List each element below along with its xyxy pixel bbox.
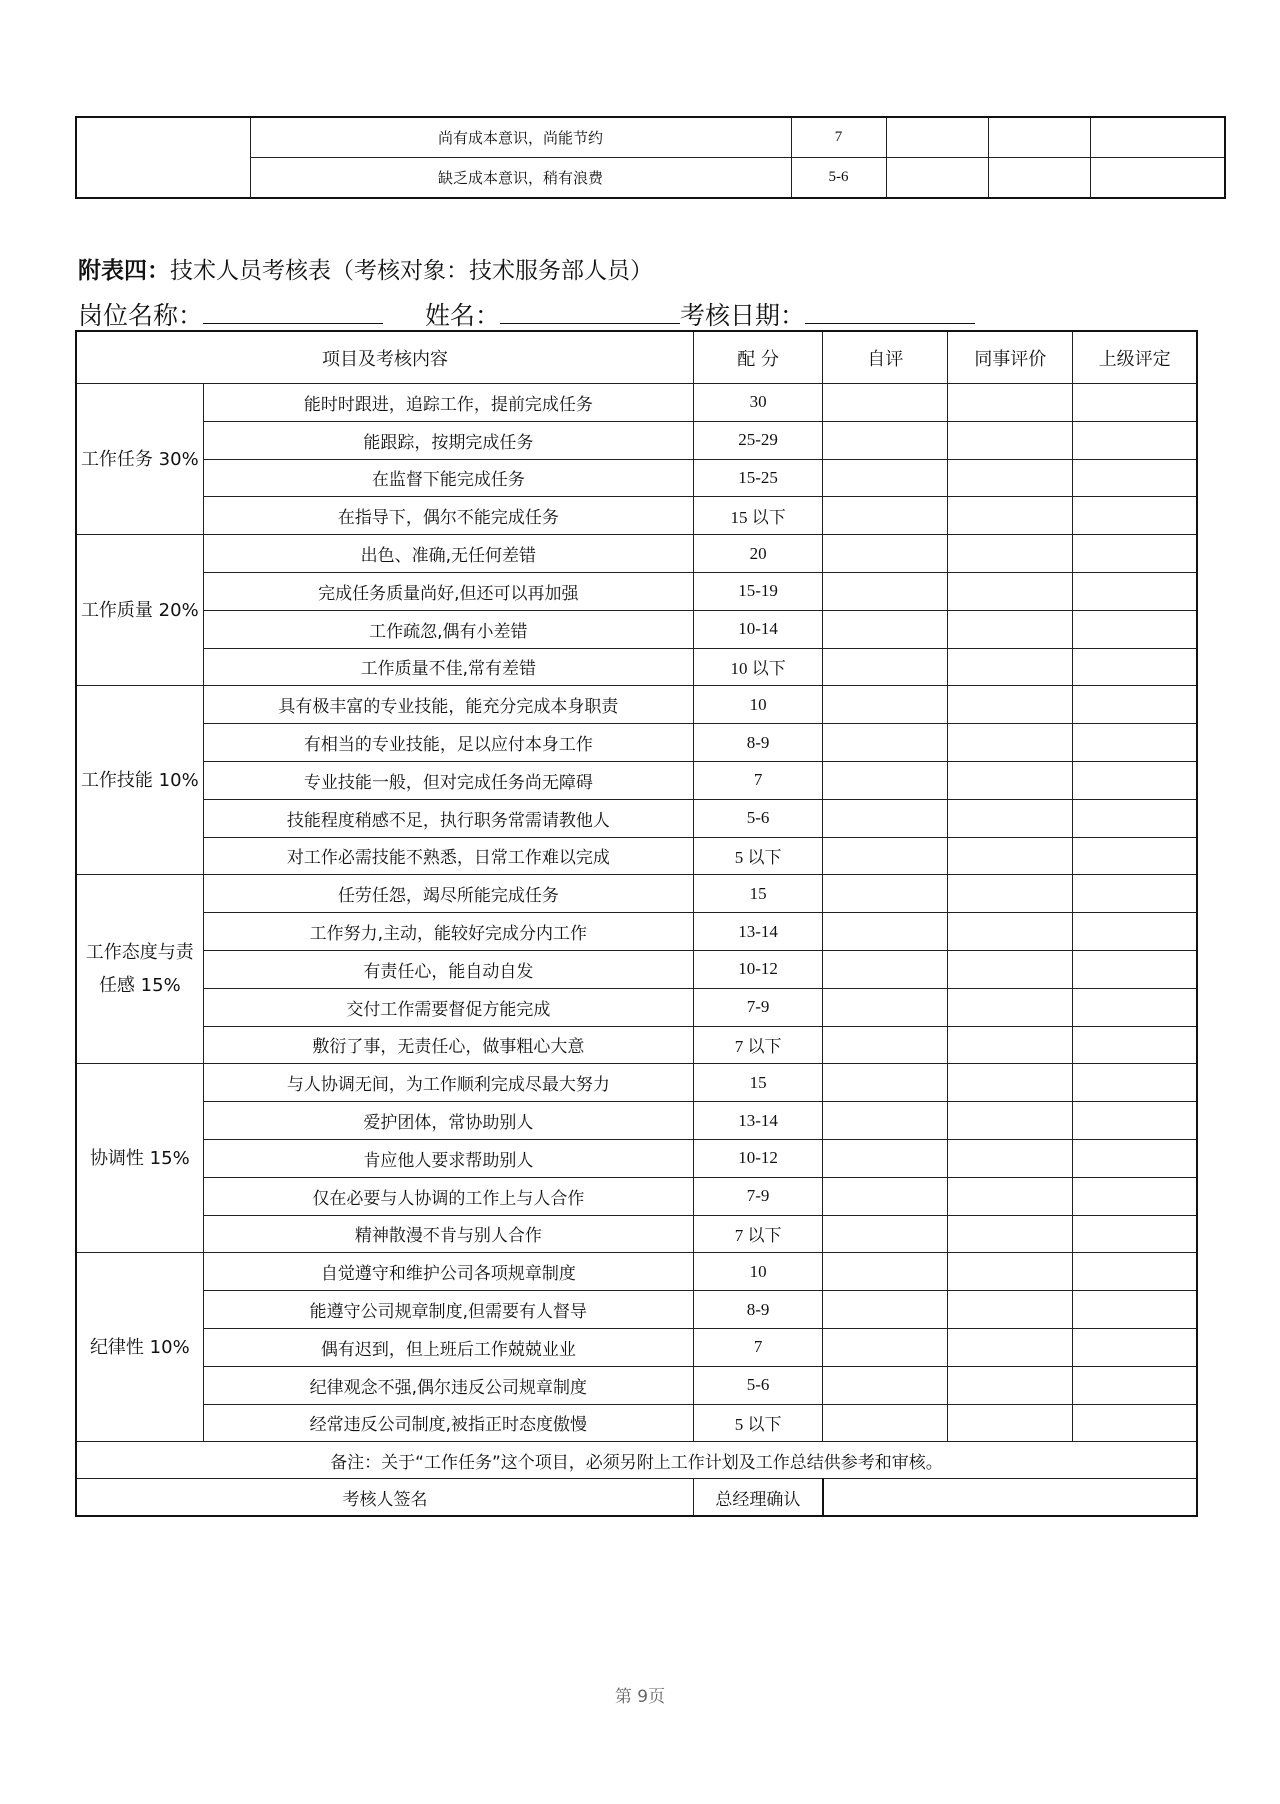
- peer-eval-cell[interactable]: [948, 610, 1073, 648]
- score-cell: 13-14: [694, 1102, 823, 1140]
- table-row: [76, 1177, 1197, 1215]
- table-row: [76, 950, 1197, 988]
- superior-eval-cell[interactable]: [1073, 913, 1197, 951]
- table-row: [76, 1139, 1197, 1177]
- table-row: [76, 875, 1197, 913]
- post-field[interactable]: [203, 299, 383, 324]
- criteria-cell: 爱护团体，常协助别人: [203, 1102, 693, 1140]
- table-row: [76, 1328, 1197, 1366]
- self-eval-cell[interactable]: [823, 1404, 948, 1442]
- table-row: [76, 686, 1197, 724]
- self-eval-cell[interactable]: [823, 724, 948, 762]
- peer-eval-cell[interactable]: [948, 1328, 1073, 1366]
- table-row: [76, 1404, 1197, 1442]
- superior-eval-cell[interactable]: [1090, 117, 1225, 158]
- score-cell: 10-14: [694, 610, 823, 648]
- self-eval-cell[interactable]: [823, 837, 948, 875]
- score-cell: 10-12: [694, 1139, 823, 1177]
- self-eval-cell[interactable]: [823, 497, 948, 535]
- criteria-cell: 经常违反公司制度,被指正时态度傲慢: [203, 1404, 693, 1442]
- superior-eval-cell[interactable]: [1073, 875, 1197, 913]
- superior-eval-cell[interactable]: [1073, 497, 1197, 535]
- form-info-line: [78, 296, 975, 332]
- self-eval-cell[interactable]: [823, 1366, 948, 1404]
- peer-eval-cell[interactable]: [948, 1253, 1073, 1291]
- score-cell: 5 以下: [694, 837, 823, 875]
- table-row: [76, 1253, 1197, 1291]
- table-row: [76, 610, 1197, 648]
- category-cell: 工作任务 30%: [76, 384, 203, 535]
- superior-eval-cell[interactable]: [1073, 1253, 1197, 1291]
- category-cell: [76, 117, 250, 198]
- table-row: [76, 799, 1197, 837]
- superior-eval-cell[interactable]: [1073, 761, 1197, 799]
- score-cell: 13-14: [694, 913, 823, 951]
- note-text: 备注：关于“工作任务”这个项目，必须另附上工作计划及工作总结供参考和审核。: [76, 1442, 1197, 1479]
- self-eval-cell[interactable]: [823, 913, 948, 951]
- superior-eval-cell[interactable]: [1073, 1366, 1197, 1404]
- superior-eval-cell[interactable]: [1073, 421, 1197, 459]
- post-label: 岗位名称：: [78, 301, 204, 330]
- criteria-cell: 尚有成本意识，尚能节约: [250, 117, 791, 158]
- section-title: [78, 252, 653, 285]
- self-eval-cell[interactable]: [886, 117, 988, 158]
- score-cell: 7-9: [694, 988, 823, 1026]
- peer-eval-cell[interactable]: [948, 1291, 1073, 1329]
- criteria-cell: 具有极丰富的专业技能，能充分完成本身职责: [203, 686, 693, 724]
- peer-eval-cell[interactable]: [948, 421, 1073, 459]
- criteria-cell: 能跟踪，按期完成任务: [203, 421, 693, 459]
- superior-eval-cell[interactable]: [1073, 988, 1197, 1026]
- criteria-cell: 与人协调无间，为工作顺利完成尽最大努力: [203, 1064, 693, 1102]
- self-eval-cell[interactable]: [823, 1253, 948, 1291]
- peer-eval-cell[interactable]: [948, 875, 1073, 913]
- score-cell: 5-6: [791, 158, 886, 199]
- criteria-cell: 专业技能一般，但对完成任务尚无障碍: [203, 761, 693, 799]
- table-row: [76, 648, 1197, 686]
- criteria-cell: 在指导下，偶尔不能完成任务: [203, 497, 693, 535]
- self-eval-cell[interactable]: [823, 761, 948, 799]
- criteria-cell: 技能程度稍感不足，执行职务常需请教他人: [203, 799, 693, 837]
- score-cell: 15 以下: [694, 497, 823, 535]
- score-cell: 7-9: [694, 1177, 823, 1215]
- peer-eval-cell[interactable]: [948, 1177, 1073, 1215]
- superior-eval-cell[interactable]: [1073, 1328, 1197, 1366]
- table-row: [76, 459, 1197, 497]
- peer-eval-cell[interactable]: [948, 459, 1073, 497]
- self-eval-cell[interactable]: [823, 1026, 948, 1064]
- criteria-cell: 工作努力,主动，能较好完成分内工作: [203, 913, 693, 951]
- table-row: [76, 1366, 1197, 1404]
- table-row: [76, 1064, 1197, 1102]
- category-cell: 工作技能 10%: [76, 686, 203, 875]
- self-eval-cell[interactable]: [823, 1064, 948, 1102]
- peer-eval-cell[interactable]: [948, 1064, 1073, 1102]
- self-eval-cell[interactable]: [823, 535, 948, 573]
- score-cell: 10 以下: [694, 648, 823, 686]
- self-eval-cell[interactable]: [823, 648, 948, 686]
- superior-eval-cell[interactable]: [1073, 1177, 1197, 1215]
- criteria-cell: 敷衍了事，无责任心，做事粗心大意: [203, 1026, 693, 1064]
- date-field[interactable]: [805, 299, 975, 324]
- peer-eval-cell[interactable]: [948, 1139, 1073, 1177]
- score-cell: 15: [694, 875, 823, 913]
- superior-eval-cell[interactable]: [1073, 950, 1197, 988]
- peer-eval-cell[interactable]: [988, 158, 1090, 199]
- table-row: [76, 913, 1197, 951]
- self-eval-cell[interactable]: [823, 572, 948, 610]
- table-row: [76, 1215, 1197, 1253]
- header-superior: 上级评定: [1073, 331, 1197, 384]
- category-cell: 工作态度与责任感 15%: [76, 875, 203, 1064]
- criteria-cell: 交付工作需要督促方能完成: [203, 988, 693, 1026]
- score-cell: 30: [694, 384, 823, 422]
- table-row: [76, 1026, 1197, 1064]
- peer-eval-cell[interactable]: [948, 686, 1073, 724]
- peer-eval-cell[interactable]: [948, 799, 1073, 837]
- score-cell: 5 以下: [694, 1404, 823, 1442]
- header-item: 项目及考核内容: [76, 331, 694, 384]
- score-cell: 8-9: [694, 724, 823, 762]
- superior-eval-cell[interactable]: [1073, 1404, 1197, 1442]
- header-self: 自评: [823, 331, 948, 384]
- criteria-cell: 任劳任怨，竭尽所能完成任务: [203, 875, 693, 913]
- criteria-cell: 能时时跟进，追踪工作，提前完成任务: [203, 384, 693, 422]
- score-cell: 10: [694, 1253, 823, 1291]
- score-cell: 5-6: [694, 1366, 823, 1404]
- superior-eval-cell[interactable]: [1073, 610, 1197, 648]
- peer-eval-cell[interactable]: [948, 1366, 1073, 1404]
- section-title-text: 技术人员考核表（考核对象：技术服务部人员）: [170, 258, 653, 284]
- note-row: [76, 1442, 1197, 1479]
- score-cell: 7: [694, 761, 823, 799]
- score-cell: 7: [694, 1328, 823, 1366]
- self-eval-cell[interactable]: [823, 1215, 948, 1253]
- criteria-cell: 在监督下能完成任务: [203, 459, 693, 497]
- self-eval-cell[interactable]: [823, 421, 948, 459]
- table-row: [76, 117, 1225, 158]
- superior-eval-cell[interactable]: [1073, 384, 1197, 422]
- page-number: 第 9页: [614, 1687, 666, 1707]
- table-row: [76, 572, 1197, 610]
- criteria-cell: 精神散漫不肯与别人合作: [203, 1215, 693, 1253]
- self-eval-cell[interactable]: [823, 988, 948, 1026]
- superior-eval-cell[interactable]: [1073, 459, 1197, 497]
- superior-eval-cell[interactable]: [1073, 535, 1197, 573]
- superior-eval-cell[interactable]: [1073, 572, 1197, 610]
- score-cell: 8-9: [694, 1291, 823, 1329]
- peer-eval-cell[interactable]: [948, 761, 1073, 799]
- criteria-cell: 有责任心，能自动自发: [203, 950, 693, 988]
- self-eval-cell[interactable]: [823, 799, 948, 837]
- superior-eval-cell[interactable]: [1073, 799, 1197, 837]
- self-eval-cell[interactable]: [823, 686, 948, 724]
- peer-eval-cell[interactable]: [948, 950, 1073, 988]
- self-eval-cell[interactable]: [823, 1328, 948, 1366]
- peer-eval-cell[interactable]: [948, 988, 1073, 1026]
- criteria-cell: 纪律观念不强,偶尔违反公司规章制度: [203, 1366, 693, 1404]
- table-row: [76, 988, 1197, 1026]
- peer-eval-cell[interactable]: [948, 1102, 1073, 1140]
- date-label: 考核日期：: [680, 301, 806, 330]
- peer-eval-cell[interactable]: [948, 1215, 1073, 1253]
- score-cell: 10: [694, 686, 823, 724]
- evaluation-table: [75, 330, 1198, 1517]
- peer-eval-cell[interactable]: [948, 1404, 1073, 1442]
- self-eval-cell[interactable]: [823, 459, 948, 497]
- score-cell: 15-25: [694, 459, 823, 497]
- category-cell: 工作质量 20%: [76, 535, 203, 686]
- criteria-cell: 缺乏成本意识，稍有浪费: [250, 158, 791, 199]
- category-cell: 协调性 15%: [76, 1064, 203, 1253]
- self-eval-cell[interactable]: [823, 384, 948, 422]
- criteria-cell: 工作质量不佳,常有差错: [203, 648, 693, 686]
- score-cell: 7 以下: [694, 1026, 823, 1064]
- criteria-cell: 有相当的专业技能，足以应付本身工作: [203, 724, 693, 762]
- self-eval-cell[interactable]: [886, 158, 988, 199]
- criteria-cell: 完成任务质量尚好,但还可以再加强: [203, 572, 693, 610]
- peer-eval-cell[interactable]: [948, 648, 1073, 686]
- table-row: [76, 384, 1197, 422]
- criteria-cell: 出色、准确,无任何差错: [203, 535, 693, 573]
- header-peer: 同事评价: [948, 331, 1073, 384]
- self-eval-cell[interactable]: [823, 875, 948, 913]
- header-score: 配 分: [694, 331, 823, 384]
- table-row: [76, 761, 1197, 799]
- superior-eval-cell[interactable]: [1073, 686, 1197, 724]
- superior-eval-cell[interactable]: [1073, 837, 1197, 875]
- criteria-cell: 能遵守公司规章制度,但需要有人督导: [203, 1291, 693, 1329]
- self-eval-cell[interactable]: [823, 1102, 948, 1140]
- superior-eval-cell[interactable]: [1090, 158, 1225, 199]
- self-eval-cell[interactable]: [823, 1177, 948, 1215]
- name-label: 姓名：: [425, 301, 501, 330]
- peer-eval-cell[interactable]: [948, 837, 1073, 875]
- gm-confirm-label: 总经理确认: [694, 1479, 823, 1517]
- peer-eval-cell[interactable]: [948, 1026, 1073, 1064]
- superior-eval-cell[interactable]: [1073, 648, 1197, 686]
- peer-eval-cell[interactable]: [948, 724, 1073, 762]
- peer-eval-cell[interactable]: [948, 913, 1073, 951]
- superior-eval-cell[interactable]: [1073, 1064, 1197, 1102]
- criteria-cell: 自觉遵守和维护公司各项规章制度: [203, 1253, 693, 1291]
- gm-confirm-field[interactable]: [823, 1479, 1197, 1517]
- table-row: [76, 535, 1197, 573]
- score-cell: 5-6: [694, 799, 823, 837]
- superior-eval-cell[interactable]: [1073, 1026, 1197, 1064]
- signature-label: 考核人签名: [76, 1479, 694, 1517]
- superior-eval-cell[interactable]: [1073, 724, 1197, 762]
- self-eval-cell[interactable]: [823, 1291, 948, 1329]
- table-row: [76, 1291, 1197, 1329]
- table-row: [76, 837, 1197, 875]
- peer-eval-cell[interactable]: [948, 497, 1073, 535]
- table-header-row: [76, 331, 1197, 384]
- superior-eval-cell[interactable]: [1073, 1215, 1197, 1253]
- criteria-cell: 偶有迟到，但上班后工作兢兢业业: [203, 1328, 693, 1366]
- self-eval-cell[interactable]: [823, 610, 948, 648]
- peer-eval-cell[interactable]: [948, 572, 1073, 610]
- criteria-cell: 对工作必需技能不熟悉，日常工作难以完成: [203, 837, 693, 875]
- self-eval-cell[interactable]: [823, 950, 948, 988]
- score-cell: 25-29: [694, 421, 823, 459]
- section-title-label: 附表四：: [78, 258, 170, 284]
- score-cell: 10-12: [694, 950, 823, 988]
- self-eval-cell[interactable]: [823, 1139, 948, 1177]
- superior-eval-cell[interactable]: [1073, 1102, 1197, 1140]
- category-cell: 纪律性 10%: [76, 1253, 203, 1442]
- previous-table-continuation: [75, 116, 1226, 199]
- name-field[interactable]: [500, 299, 680, 324]
- score-cell: 7 以下: [694, 1215, 823, 1253]
- score-cell: 15-19: [694, 572, 823, 610]
- superior-eval-cell[interactable]: [1073, 1291, 1197, 1329]
- score-cell: 15: [694, 1064, 823, 1102]
- criteria-cell: 工作疏忽,偶有小差错: [203, 610, 693, 648]
- table-row: [76, 497, 1197, 535]
- criteria-cell: 肯应他人要求帮助别人: [203, 1139, 693, 1177]
- table-row: [76, 724, 1197, 762]
- score-cell: 20: [694, 535, 823, 573]
- peer-eval-cell[interactable]: [988, 117, 1090, 158]
- score-cell: 7: [791, 117, 886, 158]
- criteria-cell: 仅在必要与人协调的工作上与人合作: [203, 1177, 693, 1215]
- peer-eval-cell[interactable]: [948, 535, 1073, 573]
- table-row: [76, 1102, 1197, 1140]
- peer-eval-cell[interactable]: [948, 384, 1073, 422]
- superior-eval-cell[interactable]: [1073, 1139, 1197, 1177]
- signature-row: [76, 1479, 1197, 1517]
- table-row: [76, 421, 1197, 459]
